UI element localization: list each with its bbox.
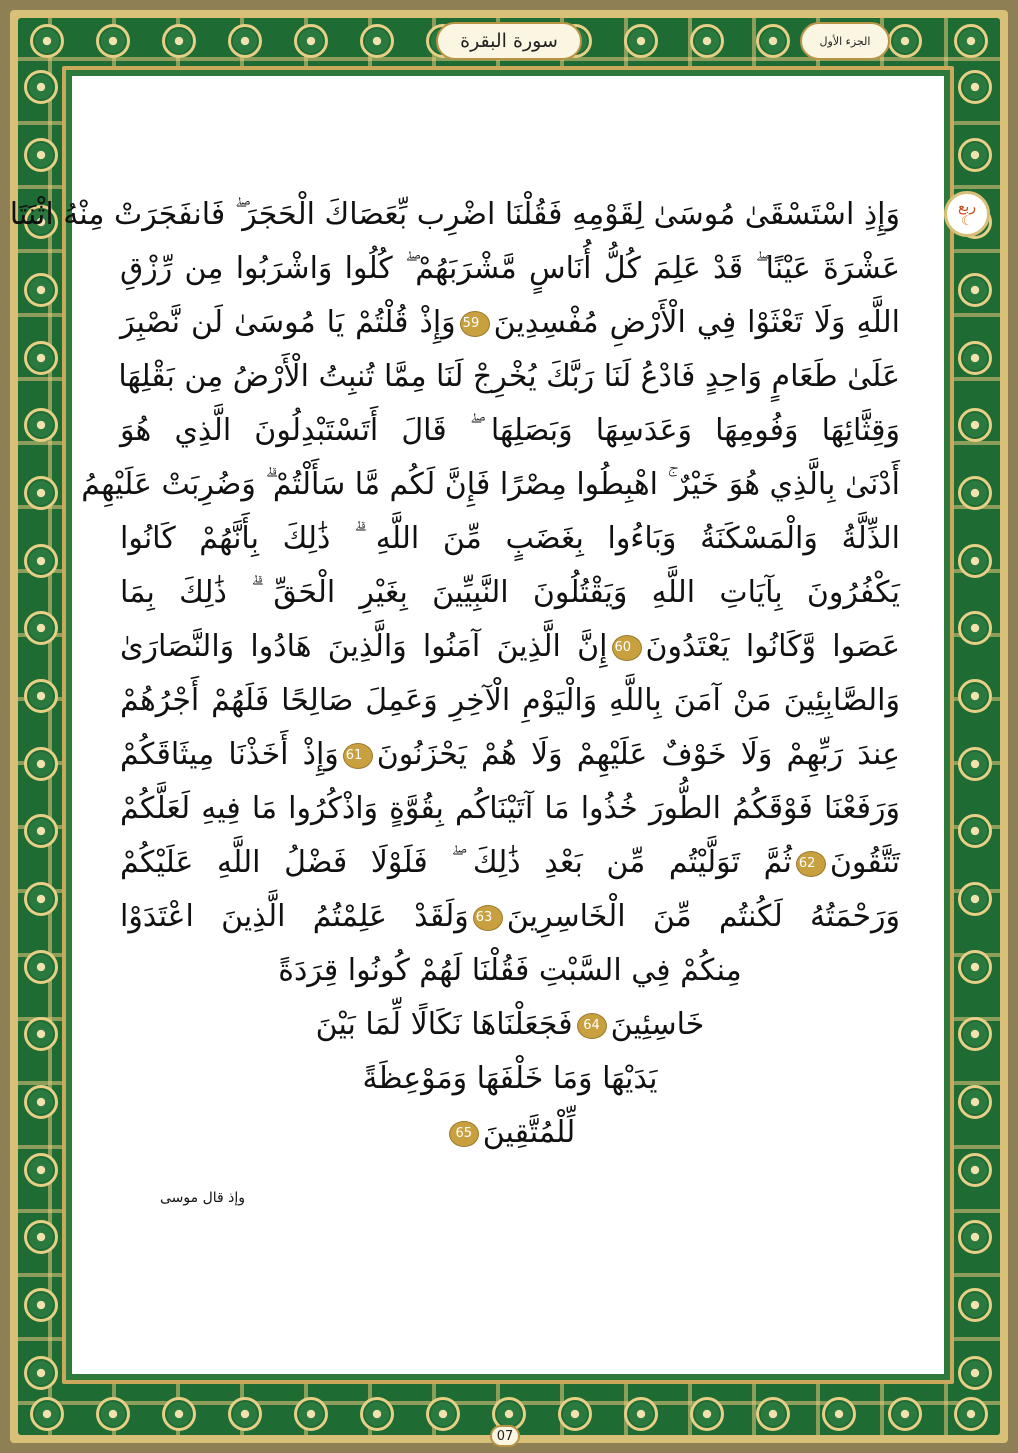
rub-label: ربع (957, 199, 977, 215)
floral-ornament-icon (24, 138, 58, 172)
left-ornament-column (24, 70, 58, 1390)
floral-ornament-icon (958, 544, 992, 578)
verse-text: مِنكُمْ فِي السَّبْتِ فَقُلْنَا لَهُمْ كُونُوا قِرَدَةً (278, 953, 742, 988)
ayah-number-marker: 61 (343, 743, 373, 769)
floral-ornament-icon (958, 1356, 992, 1390)
floral-ornament-icon (96, 24, 130, 58)
surah-title-text: سورة البقرة (460, 30, 558, 52)
verse-lines (9, 188, 901, 1160)
floral-ornament-icon (24, 1288, 58, 1322)
floral-ornament-icon (360, 24, 394, 58)
juz-label (800, 22, 890, 60)
floral-ornament-icon (24, 882, 58, 916)
verse-line (120, 566, 900, 620)
floral-ornament-icon (24, 1356, 58, 1390)
verse-text: ثُمَّ تَوَلَّيْتُم مِّن بَعْدِ ذَٰلِكَ ۖ فَلَوْلَا فَضْلُ اللَّهِ عَلَيْكُمْ (120, 845, 792, 880)
floral-ornament-icon (822, 1397, 856, 1431)
floral-ornament-icon (958, 341, 992, 375)
floral-ornament-icon (624, 1397, 658, 1431)
verse-line (120, 944, 900, 998)
floral-ornament-icon (24, 70, 58, 104)
floral-ornament-icon (954, 1397, 988, 1431)
floral-ornament-icon (228, 24, 262, 58)
verse-text: عَلَىٰ طَعَامٍ وَاحِدٍ فَادْعُ لَنَا رَبَّكَ يُخْرِجْ لَنَا مِمَّا تُنبِتُ الْأَرْضُ مِن بَقْلِهَا (118, 359, 900, 394)
ayah-number-marker: 62 (796, 851, 826, 877)
verse-line (120, 674, 900, 728)
floral-ornament-icon (24, 1220, 58, 1254)
verse-text: خَاسِئِينَ (610, 1007, 705, 1042)
verse-text: فَجَعَلْنَاهَا نَكَالًا لِّمَا بَيْنَ (315, 1007, 573, 1042)
rub-hizb-marker (944, 191, 990, 237)
verse-line (120, 242, 900, 296)
floral-ornament-icon (958, 814, 992, 848)
floral-ornament-icon (24, 544, 58, 578)
floral-ornament-icon (24, 747, 58, 781)
floral-ornament-icon (24, 950, 58, 984)
floral-ornament-icon (30, 1397, 64, 1431)
floral-ornament-icon (294, 1397, 328, 1431)
floral-ornament-icon (228, 1397, 262, 1431)
floral-ornament-icon (958, 747, 992, 781)
verse-line (120, 296, 900, 350)
verse-text: يَدَيْهَا وَمَا خَلْفَهَا وَمَوْعِظَةً (362, 1061, 658, 1096)
floral-ornament-icon (958, 1017, 992, 1051)
verse-text: وَالصَّابِئِينَ مَنْ آمَنَ بِاللَّهِ وَالْيَوْمِ الْآخِرِ وَعَمِلَ صَالِحًا فَلَهُمْ أَجْرُهُمْ (120, 683, 900, 718)
verse-line (120, 404, 900, 458)
floral-ornament-icon (756, 1397, 790, 1431)
verse-text: عَشْرَةَ عَيْنًا ۖ قَدْ عَلِمَ كُلُّ أُنَاسٍ مَّشْرَبَهُمْ ۖ كُلُوا وَاشْرَبُوا مِن رِّزْقِ (120, 251, 900, 286)
verse-text: وَرَفَعْنَا فَوْقَكُمُ الطُّورَ خُذُوا مَا آتَيْنَاكُم بِقُوَّةٍ وَاذْكُرُوا مَا فِيهِ لَعَلَّكُمْ (120, 791, 900, 826)
verse-line (120, 620, 900, 674)
floral-ornament-icon (958, 476, 992, 510)
floral-ornament-icon (954, 24, 988, 58)
floral-ornament-icon (24, 679, 58, 713)
floral-ornament-icon (958, 408, 992, 442)
verse-text: عَصَوا وَّكَانُوا يَعْتَدُونَ (645, 629, 900, 664)
floral-ornament-icon (162, 24, 196, 58)
ayah-number-marker: 65 (449, 1121, 479, 1147)
floral-ornament-icon (24, 814, 58, 848)
verse-line (120, 998, 900, 1052)
floral-ornament-icon (558, 1397, 592, 1431)
floral-ornament-icon (888, 1397, 922, 1431)
ayah-number-marker: 60 (612, 635, 642, 661)
floral-ornament-icon (426, 1397, 460, 1431)
verse-text: وَقِثَّائِهَا وَفُومِهَا وَعَدَسِهَا وَبَصَلِهَا ۖ قَالَ أَتَسْتَبْدِلُونَ الَّذِي هُوَ (120, 413, 900, 448)
floral-ornament-icon (690, 1397, 724, 1431)
verse-text: وَإِذْ أَخَذْنَا مِيثَاقَكُمْ (120, 737, 339, 772)
verse-line (120, 782, 900, 836)
ayah-number-marker: 59 (460, 311, 490, 337)
surah-title (436, 22, 582, 60)
floral-ornament-icon (958, 882, 992, 916)
verse-text: وَإِذْ قُلْتُمْ يَا مُوسَىٰ لَن نَّصْبِرَ (120, 305, 456, 340)
floral-ornament-icon (958, 611, 992, 645)
verse-line (120, 1106, 900, 1160)
verse-text: وَلَقَدْ عَلِمْتُمُ الَّذِينَ اعْتَدَوْا (120, 899, 469, 934)
floral-ornament-icon (30, 24, 64, 58)
floral-ornament-icon (24, 1017, 58, 1051)
verse-line (9, 188, 900, 242)
juz-label-text: الجزء الأول (819, 34, 871, 48)
floral-ornament-icon (24, 408, 58, 442)
verse-text: أَدْنَىٰ بِالَّذِي هُوَ خَيْرٌ ۚ اهْبِطُوا مِصْرًا فَإِنَّ لَكُم مَّا سَأَلْتُمْ ۗ وَضُرِبَتْ عَلَيْهِمُ (81, 467, 900, 502)
verse-line (81, 458, 900, 512)
floral-ornament-icon (958, 273, 992, 307)
verse-text: يَكْفُرُونَ بِآيَاتِ اللَّهِ وَيَقْتُلُونَ النَّبِيِّينَ بِغَيْرِ الْحَقِّ ۗ ذَٰلِكَ بِمَا (120, 575, 900, 610)
floral-ornament-icon (24, 1085, 58, 1119)
verse-text: وَإِذِ اسْتَسْقَىٰ مُوسَىٰ لِقَوْمِهِ فَقُلْنَا اضْرِب بِّعَصَاكَ الْحَجَرَ ۖ فَانفَجَرَتْ مِنْهُ اثْنَتَا (9, 197, 900, 232)
floral-ornament-icon (958, 950, 992, 984)
floral-ornament-icon (690, 24, 724, 58)
verse-text: اللَّهِ وَلَا تَعْثَوْا فِي الْأَرْضِ مُفْسِدِينَ (493, 305, 900, 340)
floral-ornament-icon (162, 1397, 196, 1431)
floral-ornament-icon (24, 341, 58, 375)
floral-ornament-icon (888, 24, 922, 58)
page-number (490, 1425, 520, 1447)
floral-ornament-icon (958, 138, 992, 172)
verse-line (120, 836, 900, 890)
right-ornament-column (958, 70, 992, 1390)
verse-text: تَتَّقُونَ (829, 845, 900, 880)
verse-line (120, 350, 900, 404)
floral-ornament-icon (958, 1085, 992, 1119)
verse-line (120, 890, 900, 944)
floral-ornament-icon (96, 1397, 130, 1431)
floral-ornament-icon (294, 24, 328, 58)
verse-text: إِنَّ الَّذِينَ آمَنُوا وَالَّذِينَ هَادُوا وَالنَّصَارَىٰ (120, 629, 608, 664)
floral-ornament-icon (24, 611, 58, 645)
floral-ornament-icon (958, 1288, 992, 1322)
crescent-icon: ☾ (961, 214, 973, 229)
catchword: وإذ قال موسى (160, 1190, 246, 1206)
verse-text: الذِّلَّةُ وَالْمَسْكَنَةُ وَبَاءُوا بِغَضَبٍ مِّنَ اللَّهِ ۗ ذَٰلِكَ بِأَنَّهُمْ كَانُوا (120, 521, 900, 556)
verse-text: وَرَحْمَتُهُ لَكُنتُم مِّنَ الْخَاسِرِينَ (506, 899, 900, 934)
floral-ornament-icon (958, 1220, 992, 1254)
verse-text: عِندَ رَبِّهِمْ وَلَا خَوْفٌ عَلَيْهِمْ وَلَا هُمْ يَحْزَنُونَ (376, 737, 901, 772)
floral-ornament-icon (958, 1153, 992, 1187)
verse-line (120, 512, 900, 566)
page-number-text: 07 (496, 1428, 514, 1444)
verse-line (120, 1052, 900, 1106)
floral-ornament-icon (24, 273, 58, 307)
ayah-number-marker: 64 (577, 1013, 607, 1039)
floral-ornament-icon (624, 24, 658, 58)
verse-line (120, 728, 900, 782)
ayah-number-marker: 63 (473, 905, 503, 931)
floral-ornament-icon (756, 24, 790, 58)
floral-ornament-icon (958, 679, 992, 713)
floral-ornament-icon (24, 1153, 58, 1187)
floral-ornament-icon (360, 1397, 394, 1431)
floral-ornament-icon (958, 70, 992, 104)
floral-ornament-icon (24, 476, 58, 510)
verse-text: لِّلْمُتَّقِينَ (482, 1115, 576, 1150)
